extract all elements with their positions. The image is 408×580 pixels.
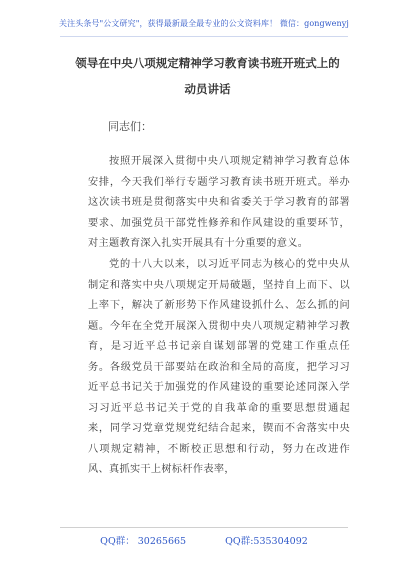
document-title: 领导在中央八项规定精神学习教育读书班开班式上的动员讲话 bbox=[75, 56, 340, 96]
header-banner: 关注头条号"公文研究"，获得最新最全最专业的公文资料库！ 微信：gongwenyj bbox=[59, 19, 349, 28]
paragraph: 按照开展深入贯彻中央八项规定精神学习教育总体安排，今天我们举行专题学习教育读书班开班式。举办这次读书班是贯彻落实中央和省委关于学习教育的部署要求、加强党员干部党性修养和作风建设的重要环节，对主题教育深入扎实开展具有十分重要的意义。 bbox=[88, 156, 350, 249]
header-divider bbox=[60, 36, 348, 37]
footer bbox=[0, 533, 408, 547]
paragraph: 党的十八大以来，以习近平同志为核心的党中央从制定和落实中央八项规定开局破题，坚持自上而下、以上率下，解决了新形势下作风建设抓什么、怎么抓的问题。今年在全党开展深入贯彻中央八项规定精神学习教育，是习近平总书记亲自谋划部署的党建工作重点任务。各级党员干部要站在政治和全局的高度，把学习习近平总书记关于加强党的作风建设的重要论述同深入学习习近平总书记关于党的自我革命的重要思想贯通起来，同学习党章党规党纪结合起来，锲而不舍落实中央八项规定精神，不断校正思想和行动，努力在改进作风、真抓实干上树标杆作表率， bbox=[88, 259, 350, 475]
footer-qq-group-1: QQ群： 30265665 bbox=[100, 536, 187, 547]
salutation: 同志们： bbox=[108, 120, 152, 133]
footer-qq-group-2: QQ群:535304092 bbox=[225, 536, 308, 547]
footer-divider bbox=[60, 527, 348, 528]
